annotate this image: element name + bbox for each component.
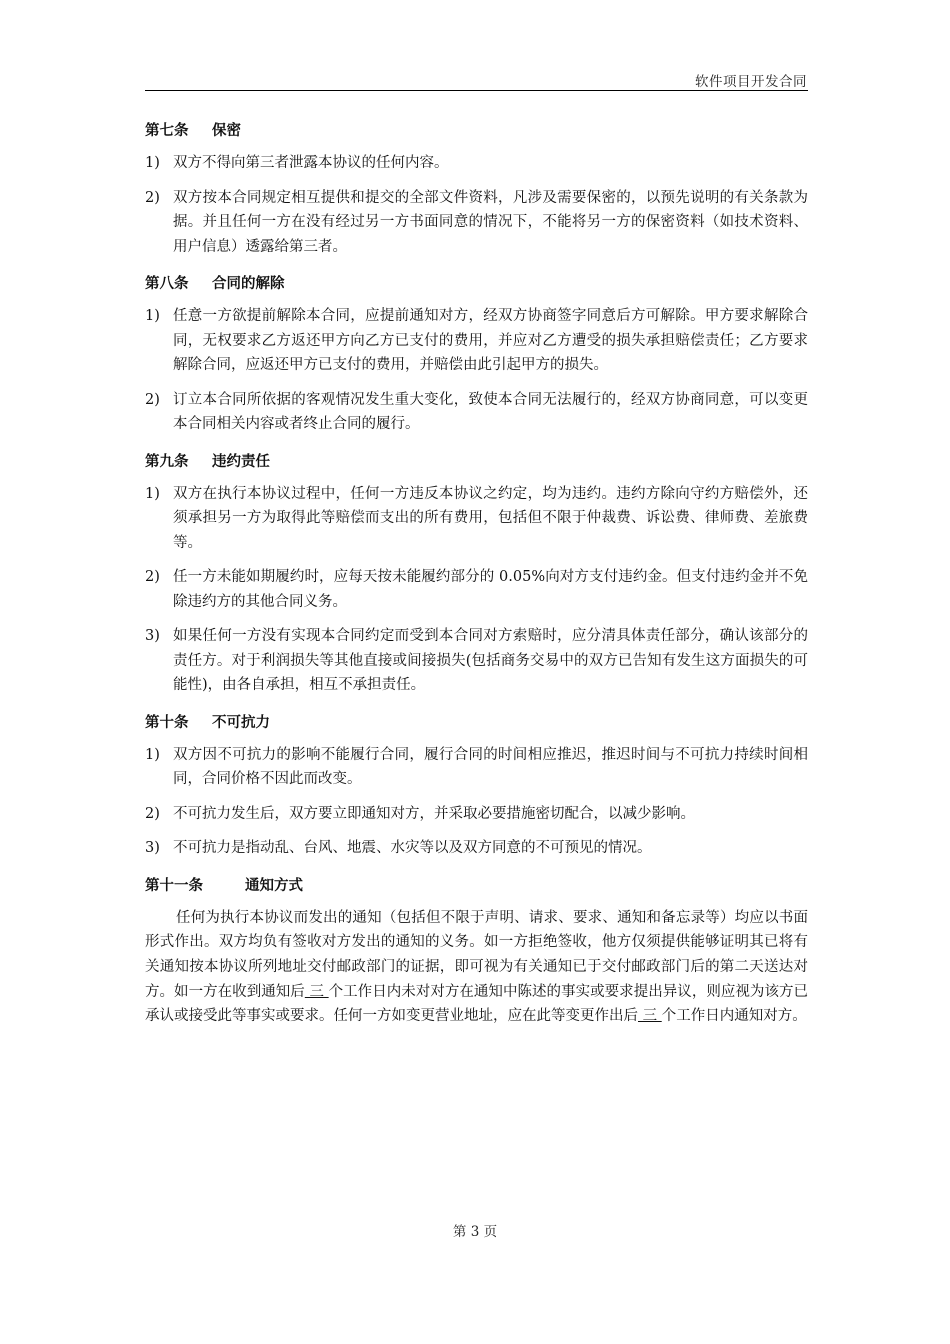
page-number: 第 3 页 [452, 1224, 498, 1240]
list-marker: 3) [145, 840, 160, 856]
list-marker: 1) [145, 746, 160, 763]
section-title: 合同的解除 [212, 276, 285, 292]
list-marker: 2) [145, 189, 160, 206]
section-title: 保密 [212, 123, 241, 139]
underlined-days-value: 三 [638, 1008, 662, 1025]
list-item-text: 订立本合同所依据的客观情况发生重大变化，致使本合同无法履行的，经双方协商同意，可以变更本合同相关内容或者终止合同的履行。 [173, 391, 808, 432]
list-item-text: 任一方未能如期履约时，应每天按未能履约部分的 0.05%向对方支付违约金。但支付违约金并不免除违约方的其他合同义务。 [173, 569, 808, 610]
notice-paragraph [145, 906, 808, 1030]
section-termination [145, 271, 808, 437]
list-item [145, 565, 808, 614]
list-marker: 3) [145, 628, 160, 644]
paragraph-text: 个工作日内未对对方在通知中陈述的事实或要求提出异议，则应视为该方已承认或接受此等事实或要求。任何一方如变更营业地址，应在此等变更作出后 [145, 983, 809, 1025]
list-item [145, 743, 808, 792]
list-item [145, 836, 808, 861]
list-item [145, 151, 808, 176]
list-item-text: 双方在执行本协议过程中，任何一方违反本协议之约定，均为违约。违约方除向守约方赔偿外，还须承担另一方为取得此等赔偿而支出的所有费用，包括但不限于仲裁费、诉讼费、律师费、差旅费等。 [173, 485, 808, 551]
section-breach-liability [145, 449, 808, 698]
paragraph-text: 任何为执行本协议而发出的通知（包括但不限于声明、请求、要求、通知和备忘录等）均应以书面形式作出。双方均负有签收对方发出的通知的义务。如一方拒绝签收，他方仅须提供能够证明其已将有关通知按本协议所列地址交付邮政部门的证据，即可视为有关通知已于交付邮政部门后的第二天送达对方。如一方在收到通知后 [145, 909, 808, 1000]
list-item [145, 388, 808, 437]
list-item-text: 任意一方欲提前解除本合同，应提前通知对方，经双方协商签字同意后方可解除。甲方要求解除合同，无权要求乙方返还甲方向乙方已支付的费用，并应对乙方遭受的损失承担赔偿责任；乙方要求解除合同，应返还甲方已支付的费用，并赔偿由此引起甲方的损失。 [173, 308, 808, 373]
section-number: 第十一条 [145, 877, 203, 894]
list-marker: 1) [145, 485, 160, 502]
section-heading [145, 873, 808, 900]
section-number: 第七条 [145, 123, 189, 139]
list-item-text: 双方按本合同规定相互提供和提交的全部文件资料，凡涉及需要保密的，以预先说明的有关条款为据。并且任何一方在没有经过另一方书面同意的情况下，不能将另一方的保密资料（如技术资料、用户信息）透露给第三者。 [173, 189, 808, 255]
section-confidentiality [145, 118, 808, 259]
list-item [145, 186, 808, 260]
section-title: 违约责任 [212, 453, 270, 470]
list-item [145, 624, 808, 698]
section-number: 第八条 [145, 276, 189, 292]
list-item-text: 双方不得向第三者泄露本协议的任何内容。 [173, 155, 449, 171]
list-marker: 2) [145, 569, 160, 585]
list-item-text: 如果任何一方没有实现本合同约定而受到本合同对方索赔时，应分清具体责任部分，确认该部分的责任方。对于利润损失等其他直接或间接损失(包括商务交易中的双方已告知有发生这方面损失的可能性)，由各自承担，相互不承担责任。 [173, 628, 808, 693]
list-item-text: 不可抗力发生后，双方要立即通知对方，并采取必要措施密切配合，以减少影响。 [173, 805, 695, 822]
section-number: 第十条 [145, 714, 189, 731]
list-item-text: 双方因不可抗力的影响不能履行合同，履行合同的时间相应推迟，推迟时间与不可抗力持续时间相同，合同价格不因此而改变。 [173, 746, 808, 787]
list-item [145, 304, 808, 378]
document-body [145, 118, 808, 1041]
list-marker: 1) [145, 308, 160, 324]
list-item [145, 482, 808, 556]
header-title: 软件项目开发合同 [695, 74, 807, 90]
section-heading [145, 710, 808, 737]
section-title: 通知方式 [245, 877, 303, 894]
list-item [145, 802, 808, 827]
section-heading [145, 271, 808, 298]
list-marker: 2) [145, 391, 160, 408]
section-number: 第九条 [145, 453, 189, 470]
paragraph-text: 个工作日内通知对方。 [661, 1008, 807, 1025]
underlined-days-value: 三 [304, 983, 329, 1000]
section-notice [145, 873, 808, 1030]
list-marker: 2) [145, 805, 160, 822]
section-heading [145, 449, 808, 476]
header-divider [145, 90, 808, 91]
section-force-majeure [145, 710, 808, 861]
section-heading [145, 118, 808, 145]
list-item-text: 不可抗力是指动乱、台风、地震、水灾等以及双方同意的不可预见的情况。 [173, 840, 652, 856]
list-marker: 1) [145, 155, 160, 171]
section-title: 不可抗力 [212, 714, 270, 731]
